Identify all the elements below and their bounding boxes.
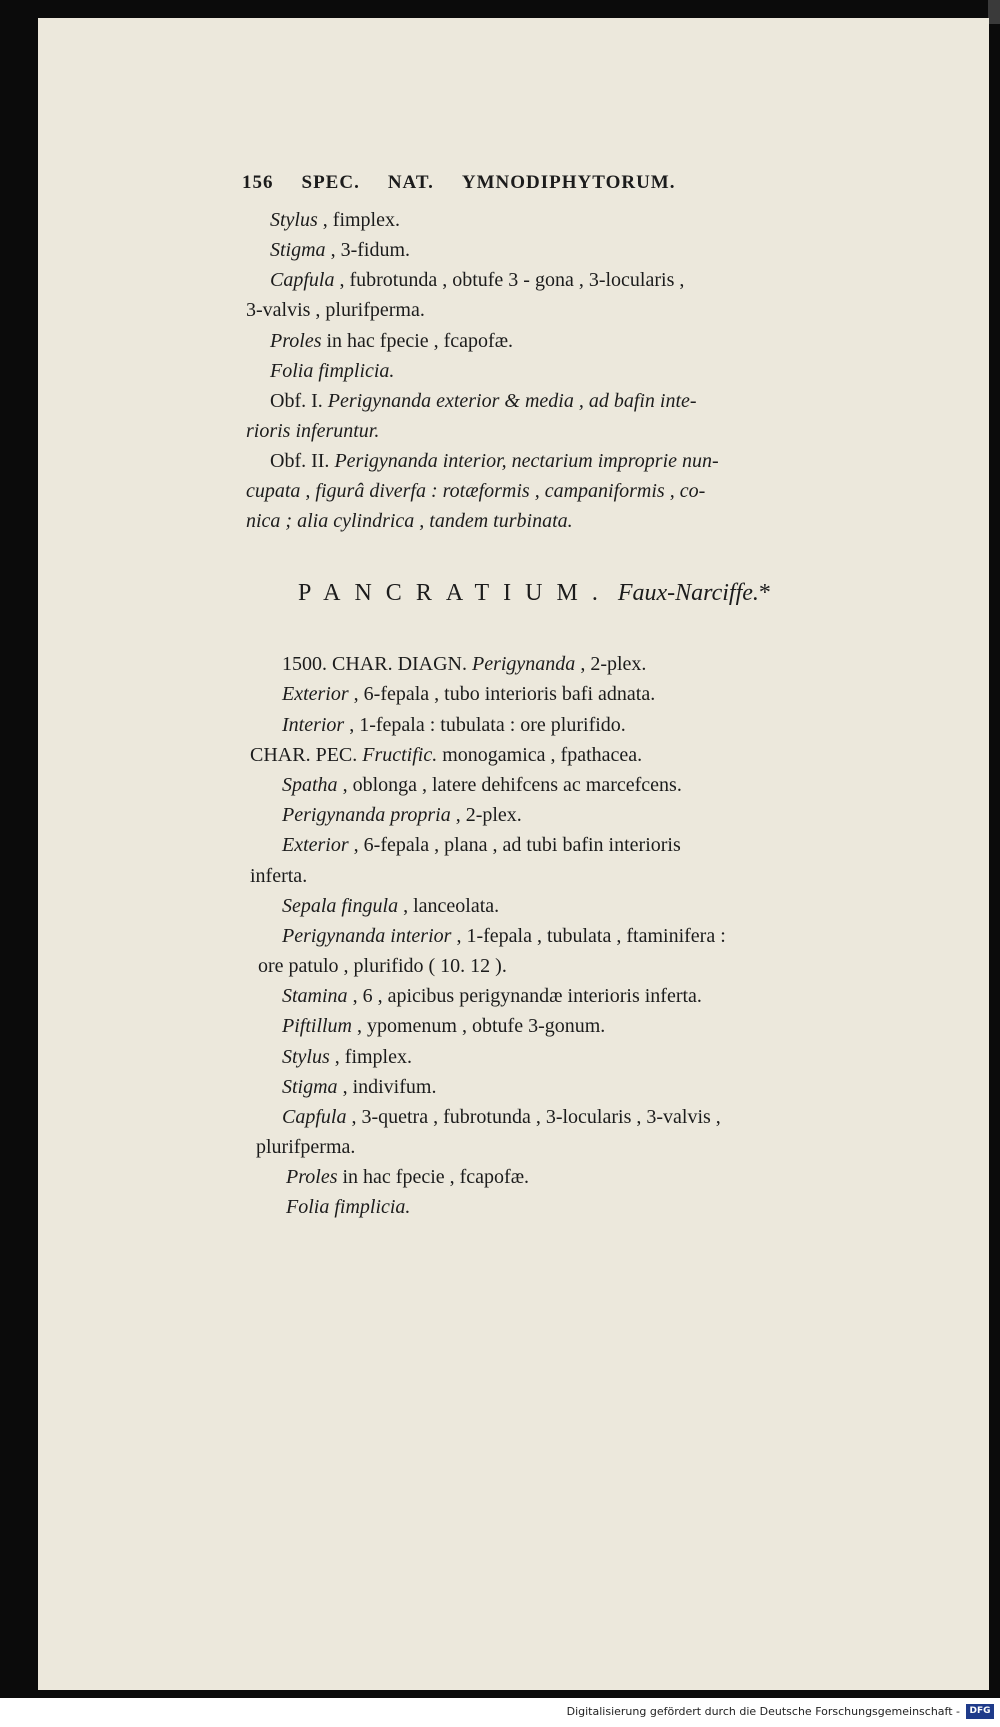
footnote-mark: * (758, 580, 771, 606)
text-line: cupata , figurâ diverfa : rotæformis , campaniformis , co- (246, 480, 706, 502)
text-line: Stigma , 3-fidum. (270, 239, 410, 261)
text-line: Obf. I. Perigynanda exterior & media , ad bafin inte- (270, 390, 697, 412)
genus-name: PANCRATIUM. (298, 580, 612, 606)
text-line: CHAR. PEC. Fructific. monogamica , fpathacea. (250, 744, 643, 766)
text-line: Folia fimplicia. (270, 360, 395, 382)
text-line: plurifperma. (256, 1136, 356, 1158)
running-head-2: NAT. (387, 172, 434, 193)
running-head-3: YMNODIPHYTORUM. (461, 172, 676, 193)
text-line: Spatha , oblonga , latere dehifcens ac marcefcens. (282, 774, 682, 796)
text-line: Stylus , fimplex. (270, 209, 400, 231)
text-line: 3-valvis , plurifperma. (246, 299, 425, 321)
text-line: Exterior , 6-fepala , tubo interioris bafi adnata. (282, 683, 656, 705)
text-line: nica ; alia cylindrica , tandem turbinata. (246, 510, 573, 532)
text-line: Folia fimplicia. (286, 1196, 411, 1218)
text-line: Perigynanda propria , 2-plex. (282, 804, 522, 826)
text-line: Perigynanda interior , 1-fepala , tubulata , ftaminifera : (282, 925, 726, 947)
scan-edge-strip (988, 0, 1000, 24)
text-line: Stamina , 6 , apicibus perigynandæ interioris inferta. (282, 985, 702, 1007)
text-line: Piftillum , ypomenum , obtufe 3-gonum. (282, 1015, 606, 1037)
running-head-1: SPEC. (301, 172, 360, 193)
text-line: ore patulo , plurifido ( 10. 12 ). (258, 955, 507, 977)
text-line: Stylus , fimplex. (282, 1046, 412, 1068)
genus-heading (298, 580, 771, 607)
text-line: 1500. CHAR. DIAGN. Perigynanda , 2-plex. (282, 653, 647, 675)
running-head (242, 172, 762, 194)
dfg-logo: DFG (966, 1704, 994, 1719)
text-line: Capfula , 3-quetra , fubrotunda , 3-locularis , 3-valvis , (282, 1106, 721, 1128)
text-line: Exterior , 6-fepala , plana , ad tubi bafin interioris (282, 834, 681, 856)
page-number: 156 (242, 172, 274, 193)
funding-credit: Digitalisierung gefördert durch die Deutsche Forschungsgemeinschaft - (566, 1705, 960, 1718)
text-line: Proles in hac fpecie , fcapofæ. (270, 330, 514, 352)
text-line: Sepala fingula , lanceolata. (282, 895, 500, 917)
genus-french-name: Faux-Narciffe. (617, 580, 759, 606)
text-line: Proles in hac fpecie , fcapofæ. (286, 1166, 530, 1188)
text-line: rioris inferuntur. (246, 420, 380, 442)
text-line: Stigma , indivifum. (282, 1076, 437, 1098)
text-line: Interior , 1-fepala : tubulata : ore plurifido. (282, 714, 626, 736)
text-line: Obf. II. Perigynanda interior, nectarium improprie nun- (270, 450, 719, 472)
text-line: inferta. (250, 865, 308, 887)
footer-bar (0, 1698, 1000, 1727)
text-line: Capfula , fubrotunda , obtufe 3 - gona , 3-locularis , (270, 269, 685, 291)
